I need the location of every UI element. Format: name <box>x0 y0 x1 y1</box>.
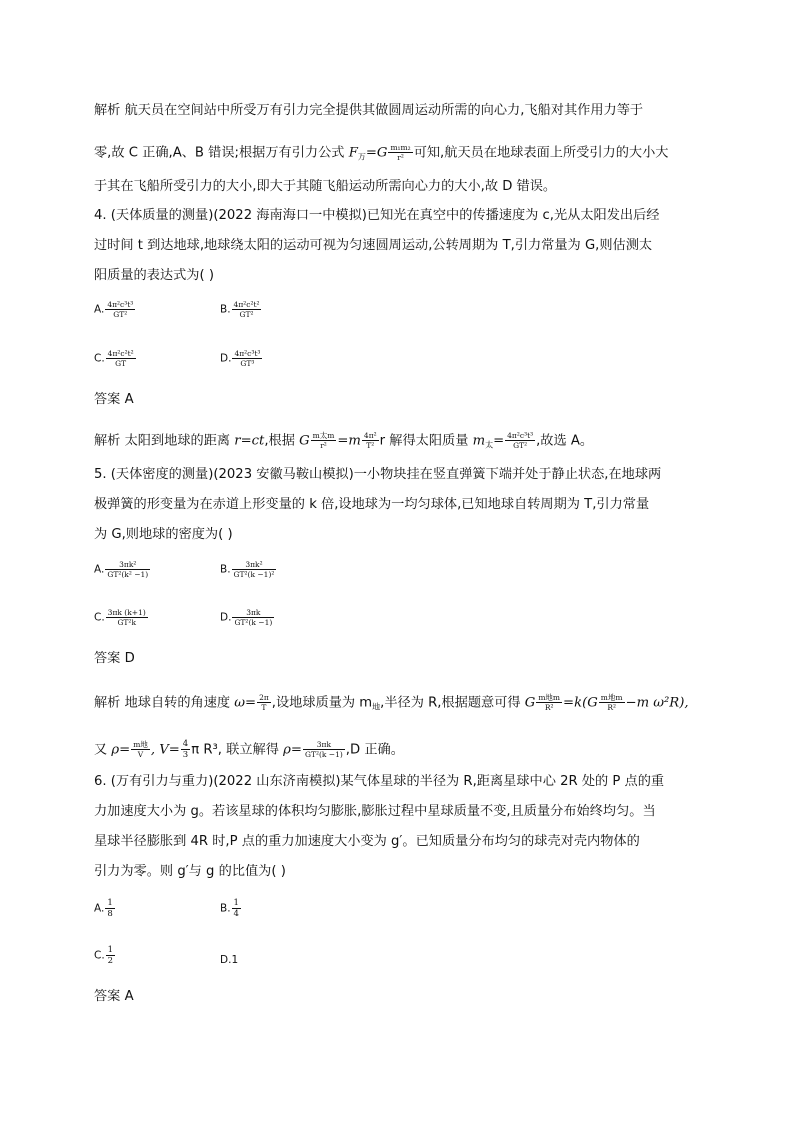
q5-option-c <box>94 608 149 627</box>
question-text: 6. (万有引力与重力)(2022 山东济南模拟)某气体星球的半径为 R,距离星球中心 2R 处的 P 点的重 <box>94 774 665 789</box>
formula-subscript: 地 <box>372 702 381 712</box>
fraction-numerator: m₁m₂ <box>390 143 411 152</box>
q6-option-d <box>220 953 238 967</box>
analysis-text: ,根据 <box>264 433 300 449</box>
q4-stem-line-3 <box>94 268 214 284</box>
formula-symbol: F <box>348 145 358 161</box>
q4-option-a <box>94 300 136 319</box>
q6-stem-line-1 <box>94 774 664 790</box>
option-letter: C. <box>94 949 105 962</box>
fraction-denominator: GT²(k² −1) <box>107 570 149 579</box>
fraction-denominator: GT²k <box>117 618 136 627</box>
analysis-text: 于其在飞船所受引力的大小,即大于其随飞船运动所需向心力的大小,故 D 错误。 <box>94 179 557 194</box>
option-letter: A. <box>94 902 105 915</box>
q5-option-b <box>220 560 277 579</box>
fraction-denominator: T² <box>366 441 375 450</box>
formula-fraction <box>131 740 150 759</box>
option-letter: A. <box>94 303 105 316</box>
analysis-line-2 <box>94 143 668 166</box>
q6-option-c <box>94 945 116 966</box>
answer-text: 答案 A <box>94 989 134 1004</box>
analysis-text: 又 <box>94 742 112 758</box>
fraction-numerator: 4π²c²t² <box>233 300 260 309</box>
formula-symbol: ω= <box>234 695 257 711</box>
fraction-denominator: 3 <box>182 750 189 760</box>
fraction-denominator: GT²(k −1) <box>234 618 273 627</box>
formula-symbol: r=ct <box>234 433 265 449</box>
q5-stem-line-2 <box>94 497 649 513</box>
q4-stem-line-2 <box>94 238 652 254</box>
fraction-denominator: 4 <box>233 909 239 919</box>
option-letter: B. <box>220 303 231 316</box>
formula-symbol: ρ= <box>111 742 131 758</box>
option-letter: D. <box>220 954 232 966</box>
fraction-numerator: 4 <box>182 739 189 749</box>
q4-option-b <box>220 300 262 319</box>
fraction-denominator: GT² <box>239 310 254 319</box>
fraction-denominator: R² <box>607 703 616 712</box>
fraction-numerator: m地m <box>538 693 561 702</box>
formula-fraction <box>181 739 190 760</box>
analysis-text: 零,故 C 正确,A、B 错误;根据万有引力公式 <box>94 145 349 161</box>
q5-answer <box>94 651 135 667</box>
analysis-line-1 <box>94 103 643 119</box>
fraction-denominator: T <box>261 703 267 712</box>
fraction-denominator: r² <box>320 441 327 450</box>
option-fraction <box>105 300 135 319</box>
fraction-numerator: 1 <box>107 898 113 908</box>
option-fraction <box>232 898 241 919</box>
formula-symbol: G <box>587 695 598 711</box>
q6-stem-line-4 <box>94 864 286 880</box>
q5-stem-line-3 <box>94 527 233 543</box>
q6-stem-line-3 <box>94 834 640 850</box>
option-fraction <box>232 300 262 319</box>
question-text: 星球半径膨胀到 4R 时,P 点的重力加速度大小变为 g′。已知质量分布均匀的球壳对壳内物体的 <box>94 834 640 849</box>
option-letter: D. <box>220 352 232 365</box>
fraction-numerator: 2π <box>259 693 269 702</box>
formula-symbol: =k( <box>563 695 588 711</box>
option-fraction <box>105 560 150 579</box>
formula-fraction <box>362 431 379 450</box>
fraction-denominator: GT <box>115 359 127 368</box>
formula-symbol: = <box>493 433 505 449</box>
option-fraction <box>105 898 114 919</box>
answer-text: 答案 D <box>94 651 135 666</box>
analysis-line-3 <box>94 179 556 195</box>
formula-fraction <box>599 693 625 712</box>
formula-fraction <box>303 740 345 759</box>
q6-option-a <box>94 898 116 919</box>
q4-answer <box>94 392 134 408</box>
fraction-denominator: 8 <box>107 909 113 919</box>
fraction-numerator: 3πk <box>303 740 345 750</box>
question-text: 5. (天体密度的测量)(2023 安徽马鞍山模拟)一小物块挂在竖直弹簧下端并处于静止状态,在地球两 <box>94 467 662 482</box>
formula-subscript: 太 <box>485 440 494 450</box>
question-text: 为 G,则地球的密度为( ) <box>94 527 233 542</box>
q6-option-b <box>220 898 242 919</box>
fraction-denominator: r² <box>397 153 404 162</box>
fraction-numerator: 4π²c³t³ <box>507 431 534 440</box>
formula-symbol: G <box>524 695 536 711</box>
fraction-numerator: m太m <box>312 431 335 440</box>
formula-symbol: =m <box>337 433 361 449</box>
formula-subscript: 万 <box>357 152 366 162</box>
question-text: 过时间 t 到达地球,地球绕太阳的运动可视为匀速圆周运动,公转周期为 T,引力常量为 G,则估测太 <box>94 238 653 253</box>
option-fraction <box>106 608 148 627</box>
fraction-numerator: 4π²c³t³ <box>234 349 261 358</box>
analysis-text: r 解得太阳质量 <box>379 433 473 449</box>
option-fraction <box>232 608 274 627</box>
formula-symbol: =G <box>365 145 388 161</box>
formula-symbol: G <box>299 433 310 449</box>
formula-fraction <box>311 431 337 450</box>
option-letter: C. <box>94 611 105 624</box>
option-letter: B. <box>220 563 231 576</box>
q4-stem-line-1 <box>94 208 660 224</box>
q5-stem-line-1 <box>94 467 661 483</box>
formula-symbol: , V= <box>150 742 180 758</box>
analysis-text: ,半径为 R,根据题意可得 <box>380 695 525 711</box>
question-text: 极弹簧的形变量为在赤道上形变量的 k 倍,设地球为一均匀球体,已知地球自转周期为 T,引力常量 <box>94 497 650 512</box>
fraction-denominator: 2 <box>107 956 114 966</box>
formula-fraction <box>388 143 412 162</box>
question-text: 4. (天体质量的测量)(2022 海南海口一中模拟)已知光在真空中的传播速度为 c,光从太阳发出后经 <box>94 208 660 223</box>
fraction-numerator: 4π²c³t³ <box>107 300 134 309</box>
analysis-text: ,设地球质量为 m <box>271 695 373 711</box>
q5-option-d <box>220 608 275 627</box>
fraction-numerator: m地 <box>133 740 148 749</box>
fraction-denominator: GT²(k −1)² <box>233 570 275 579</box>
fraction-denominator: GT³ <box>240 359 255 368</box>
option-value: 1 <box>231 954 239 966</box>
option-letter: D. <box>220 611 232 624</box>
formula-symbol: −m ω²R), <box>625 695 689 711</box>
formula-symbol: ρ= <box>283 742 302 758</box>
fraction-numerator: 3πk (k+1) <box>107 608 146 617</box>
answer-text: 答案 A <box>94 392 134 407</box>
fraction-numerator: 3πk² <box>105 560 150 570</box>
analysis-text: ,故选 A。 <box>536 433 594 449</box>
formula-fraction <box>505 431 535 450</box>
fraction-numerator: 1 <box>107 945 114 955</box>
option-fraction <box>106 349 136 368</box>
option-letter: A. <box>94 563 105 576</box>
q5-option-a <box>94 560 151 579</box>
q4-analysis <box>94 431 593 454</box>
formula-symbol: m <box>472 433 486 449</box>
fraction-numerator: 4π²c²t² <box>107 349 134 358</box>
option-letter: B. <box>220 902 231 915</box>
option-fraction <box>232 349 262 368</box>
fraction-denominator: GT² <box>513 441 528 450</box>
fraction-numerator: m地m <box>600 693 623 702</box>
fraction-denominator: GT²(k −1) <box>304 750 343 759</box>
fraction-numerator: 3πk <box>232 608 274 618</box>
q6-stem-line-2 <box>94 804 656 820</box>
analysis-text: 解析 太阳到地球的距离 <box>94 433 235 449</box>
analysis-text: 解析 航天员在空间站中所受万有引力完全提供其做圆周运动所需的向心力,飞船对其作用力等于 <box>94 103 644 118</box>
fraction-numerator: 3πk² <box>232 560 277 570</box>
q4-option-c <box>94 349 137 368</box>
fraction-numerator: 1 <box>233 898 239 908</box>
fraction-numerator: 4π² <box>363 431 377 440</box>
option-fraction <box>232 560 277 579</box>
analysis-text: π R³, 联立解得 <box>191 742 284 758</box>
q5-analysis-line-2 <box>94 739 404 760</box>
formula-fraction <box>257 693 271 712</box>
analysis-text: ,D 正确。 <box>345 742 404 758</box>
analysis-text: 解析 地球自转的角速度 <box>94 695 235 711</box>
question-text: 引力为零。则 g′与 g 的比值为( ) <box>94 864 286 879</box>
q4-option-d <box>220 349 263 368</box>
q5-analysis-line-1 <box>94 693 689 716</box>
q6-answer <box>94 989 134 1005</box>
fraction-denominator: GT² <box>113 310 128 319</box>
fraction-denominator: V <box>137 750 144 759</box>
option-letter: C. <box>94 352 105 365</box>
analysis-text: 可知,航天员在地球表面上所受引力的大小大 <box>413 145 669 161</box>
question-text: 力加速度大小为 g。若该星球的体积均匀膨胀,膨胀过程中星球质量不变,且质量分布始终均匀。当 <box>94 804 656 819</box>
option-fraction <box>106 945 115 966</box>
fraction-denominator: R² <box>544 703 554 712</box>
question-text: 阳质量的表达式为( ) <box>94 268 214 283</box>
formula-fraction <box>536 693 562 712</box>
